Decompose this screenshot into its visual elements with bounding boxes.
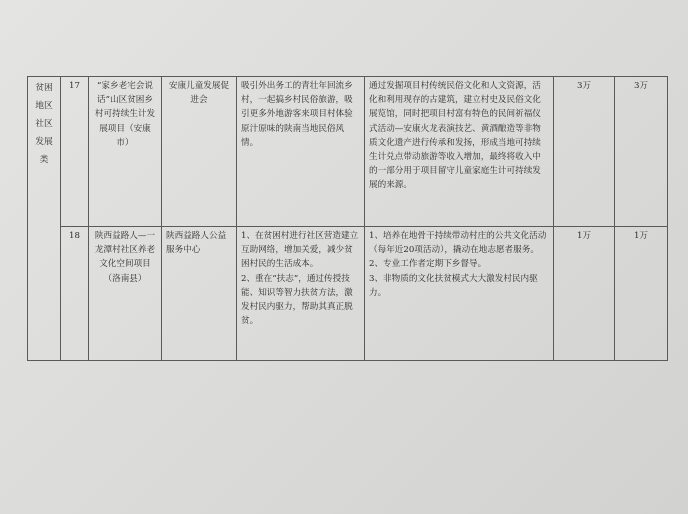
amount-applied: 3万 [554, 77, 615, 227]
project-name: 陕西益路人—一龙潭村社区养老文化空间项目（洛南县） [89, 227, 162, 361]
project-background: 吸引外出务工的青壮年回流乡村，一起搞乡村民俗旅游，吸引更多外地游客来项目村体验原汁原味的陕南当地民俗风情。 [237, 77, 365, 227]
table-row [28, 227, 668, 361]
project-table [27, 76, 668, 361]
organization: 陕西益路人公益服务中心 [162, 227, 237, 361]
project-background: 1、在贫困村进行社区营造建立互助网络，增加关爱，减少贫困村民的生活成本。 2、重在“扶志”，通过传授技能、知识等智力扶贫方法，激发村民内驱力，帮助其真正脱贫。 [237, 227, 365, 361]
amount-approved: 3万 [615, 77, 668, 227]
row-number: 18 [61, 227, 89, 361]
table-row [28, 77, 668, 227]
amount-applied: 1万 [554, 227, 615, 361]
category-cell [28, 77, 61, 361]
project-content: 通过发掘项目村传统民俗文化和人文资源，活化和利用现存的古建筑，建立村史及民俗文化展览馆，同时把项目村富有特色的民间祈福仪式活动—安康火龙表演技艺、黄酒酿造等非物质文化遗产进行传承和发扬，形成当地可持续生计兑点带动旅游等收入增加，最终将收入中的一部分用于项目留守儿童家庭生计可持续发展的来源。 [365, 77, 554, 227]
project-content: 1、培养在地骨干持续带动村庄的公共文化活动（每年近20项活动），撬动在地志愿者服务。 2、专业工作者定期下乡督导。 3、非物质的文化扶贫模式大大激发村民内驱力。 [365, 227, 554, 361]
organization: 安康儿童发展促进会 [162, 77, 237, 227]
project-name: “家乡老宅会说话”山区贫困乡村可持续生计发展项目（安康市） [89, 77, 162, 227]
amount-approved: 1万 [615, 227, 668, 361]
row-number: 17 [61, 77, 89, 227]
category-label: 贫困地区社区发展类 [35, 83, 53, 165]
